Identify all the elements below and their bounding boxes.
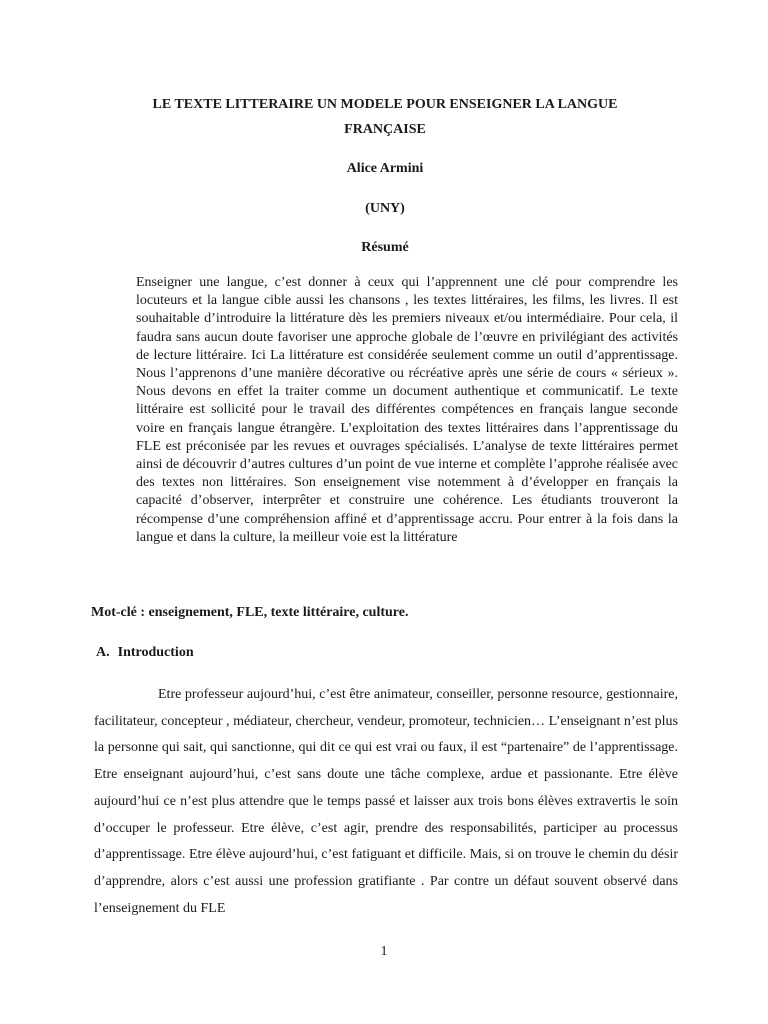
- author-affiliation: (UNY): [365, 201, 405, 216]
- section-title: Introduction: [117, 645, 194, 660]
- section-number: A.: [96, 645, 110, 660]
- keywords-line: Mot-clé : enseignement, FLE, texte littéraire, culture.: [91, 605, 409, 620]
- intro-paragraph: Etre professeur aujourd’hui, c’est être animateur, conseiller, personne resource, gestionnaire, facilitateur, concepteur , médiateur, chercheur, vendeur, promoteur, technicien… L’enseignant n’est plus la personne qui sait, qui sanctionne, qui dit ce qui est vrai ou faux, il est “partenaire” de l’apprentissage. Etre enseignant aujourd’hui, c’est sans doute une tâche complexe, ardue et passionante. Etre élève aujourd’hui ce n’est plus attendre que le temps passé et laisser aux trois bons élèves extravertis le soin d’occuper le professeur. Etre élève, c’est agir, prendre des responsabilités, participer au processus d’apprentissage. Etre élève aujourd’hui, c’est fatiguant et difficile. Mais, si on trouve le chemin du désir d’apprendre, alors c’est aussi une profession gratifiante . Par contre un défaut souvent observé dans l’enseignement du FLE: [94, 687, 678, 916]
- section-heading: [96, 644, 194, 662]
- author-name: Alice Armini: [346, 161, 424, 176]
- abstract-text: Enseigner une langue, c’est donner à ceux qui l’apprennent une clé pour comprendre les locuteurs et la langue cible aussi les chansons , les textes littéraires, les films, les livres. Il est souhaitable d’introduire la littérature dès les premiers niveaux et/ou intermédiaire. Pour cela, il faudra sans aucun doute favoriser une approche globale de l’œuvre en privilégiant des activités de lecture littéraire. Ici La littérature est considérée seulement comme un outil d’apprentissage. Nous l’apprenons d’une manière décorative ou récréative après une série de cours « sérieux ». Nous devons en effet la traiter comme un document authentique et communicatif. Le texte littéraire est sollicité pour le travail des différentes compétences en français langue seconde voire en français langue étrangère. L’exploitation des textes littéraires dans l’apprentissage du FLE est préconisée par les revues et ouvrages spécialisés. L’analyse de texte littéraires permet ainsi de découvrir d’autres cultures d’un point de vue interne et complète l’approhe réalisée avec des textes non littéraires. Son enseignement vise notemment à d’évelopper en français la capacité d’observer, interprêter et construire une cohérence. Les étudiants trouveront la récompense d’une compréhension affiné et d’apprentissage accru. Pour entrer à la fois dans la langue et dans la culture, la meilleur voie est la littérature: [136, 275, 678, 545]
- page-number: 1: [380, 944, 388, 959]
- document-title: LE TEXTE LITTERAIRE UN MODELE POUR ENSEIGNER LA LANGUE FRANÇAISE: [152, 97, 618, 137]
- abstract-heading: Résumé: [361, 240, 409, 255]
